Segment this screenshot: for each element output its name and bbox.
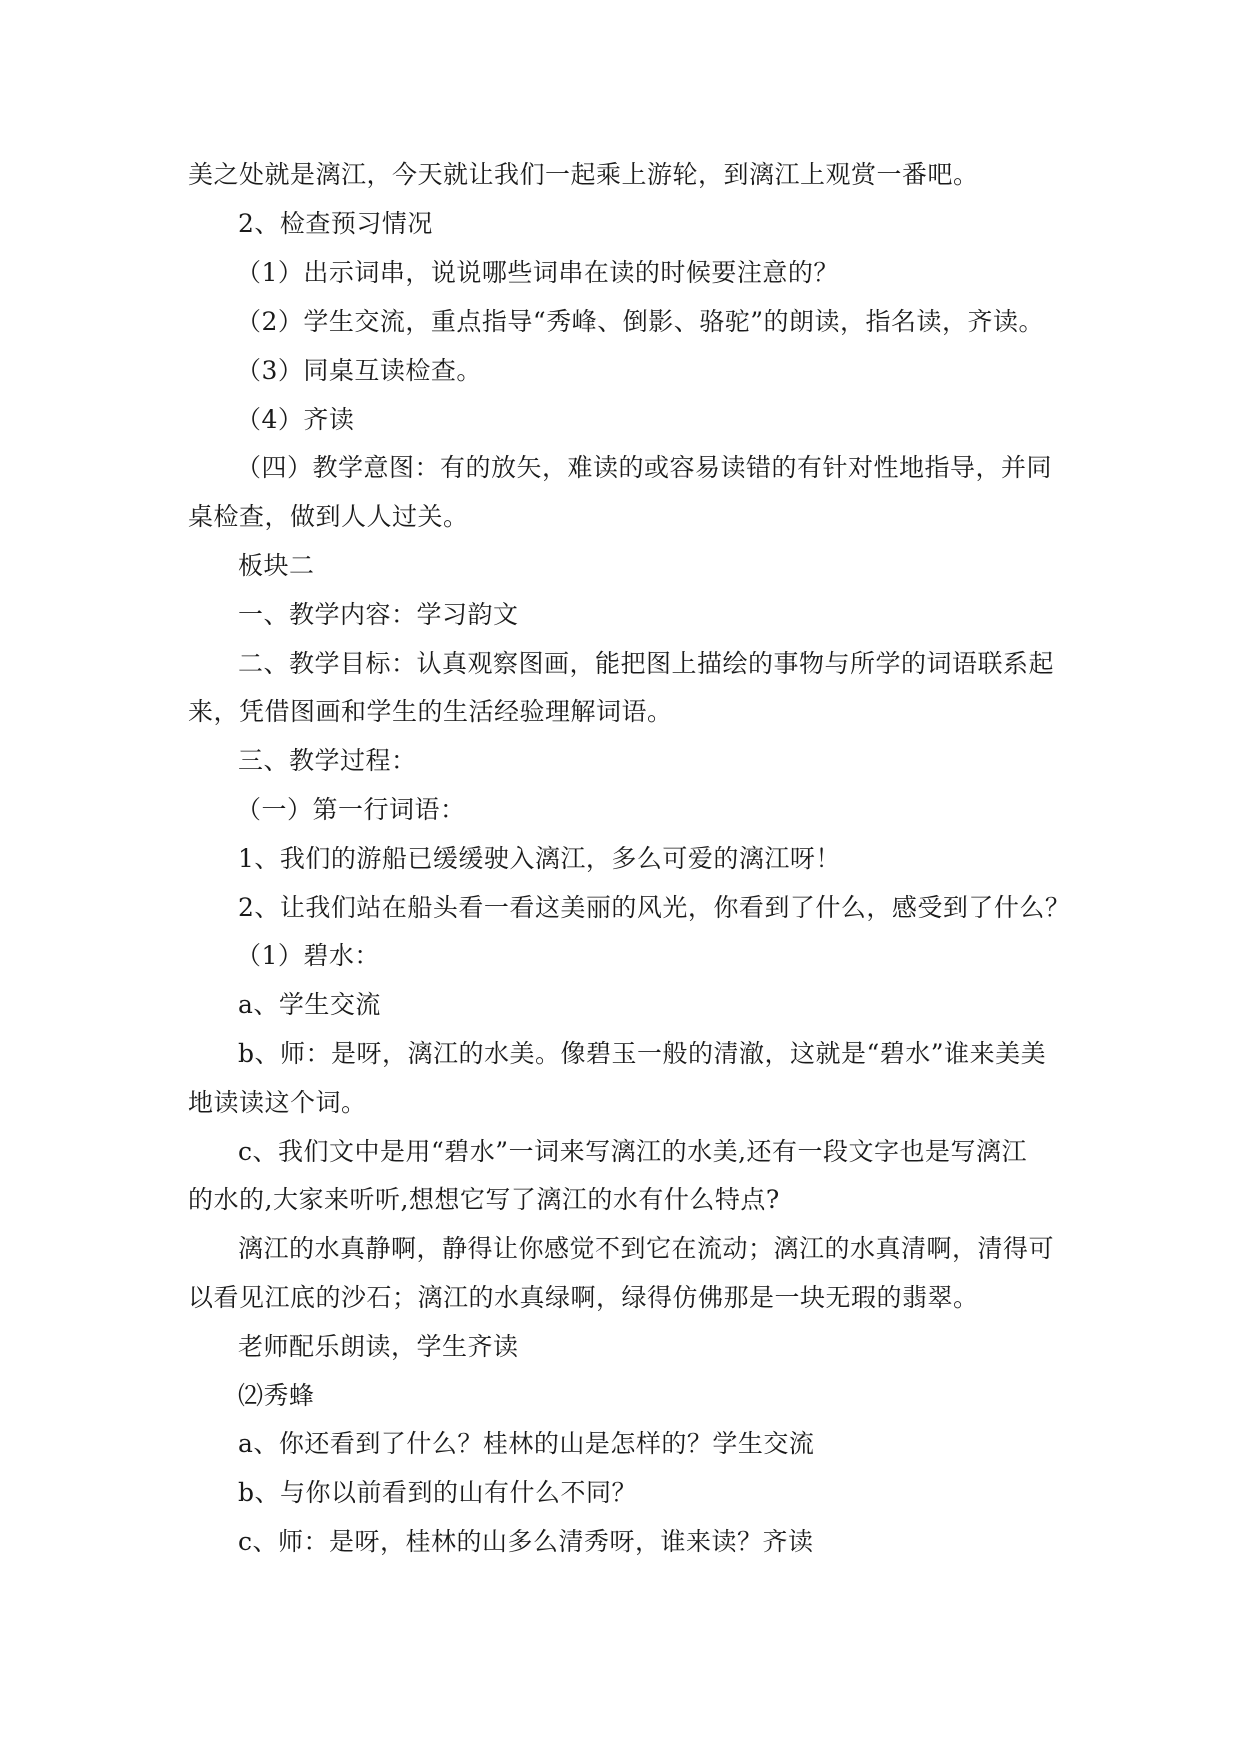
text-line: a、学生交流 <box>238 990 381 1019</box>
text-line: （4）齐读 <box>236 405 355 434</box>
text-line: （四）教学意图：有的放矢，难读的或容易读错的有针对性地指导，并同 <box>236 453 1053 482</box>
text-line: （2）学生交流，重点指导“秀峰、倒影、骆驼”的朗读，指名读，齐读。 <box>236 307 1044 336</box>
text-line: c、我们文中是用“碧水”一词来写漓江的水美,还有一段文字也是写漓江 <box>238 1137 1028 1166</box>
text-line: 的水的,大家来听听,想想它写了漓江的水有什么特点? <box>188 1185 780 1214</box>
text-line: （1）碧水： <box>236 941 380 970</box>
text-line: 2、检查预习情况 <box>238 209 433 238</box>
section-heading: 板块二 <box>238 551 315 580</box>
text-line: 二、教学目标：认真观察图画，能把图上描绘的事物与所学的词语联系起 <box>238 649 1055 678</box>
text-line: 来，凭借图画和学生的生活经验理解词语。 <box>188 697 673 726</box>
text-line: （3）同桌互读检查。 <box>236 356 482 385</box>
text-line: 美之处就是漓江，今天就让我们一起乘上游轮，到漓江上观赏一番吧。 <box>188 160 979 189</box>
text-line: 1、我们的游船已缓缓驶入漓江，多么可爱的漓江呀！ <box>238 844 841 873</box>
text-line: b、师：是呀，漓江的水美。像碧玉一般的清澈，这就是“碧水”谁来美美 <box>238 1039 1047 1068</box>
text-line: b、与你以前看到的山有什么不同？ <box>238 1478 638 1507</box>
text-line: （一）第一行词语： <box>236 795 466 824</box>
text-line: 一、教学内容：学习韵文 <box>238 600 519 629</box>
text-line: a、你还看到了什么？桂林的山是怎样的？学生交流 <box>238 1429 815 1458</box>
text-line: 三、教学过程： <box>238 746 417 775</box>
text-line: 漓江的水真静啊，静得让你感觉不到它在流动；漓江的水真清啊，清得可 <box>238 1234 1055 1263</box>
text-line: 地读读这个词。 <box>188 1088 367 1117</box>
text-line: 2、让我们站在船头看一看这美丽的风光，你看到了什么，感受到了什么？ <box>238 893 1071 922</box>
text-line: c、师：是呀，桂林的山多么清秀呀，谁来读？齐读 <box>238 1527 814 1556</box>
text-line: 以看见江底的沙石；漓江的水真绿啊，绿得仿佛那是一块无瑕的翡翠。 <box>188 1283 979 1312</box>
text-line: 桌检查，做到人人过关。 <box>188 502 469 531</box>
text-line: （1）出示词串，说说哪些词串在读的时候要注意的？ <box>236 258 839 287</box>
text-line: ⑵秀蜂 <box>238 1381 315 1410</box>
text-line: 老师配乐朗读，学生齐读 <box>238 1332 519 1361</box>
